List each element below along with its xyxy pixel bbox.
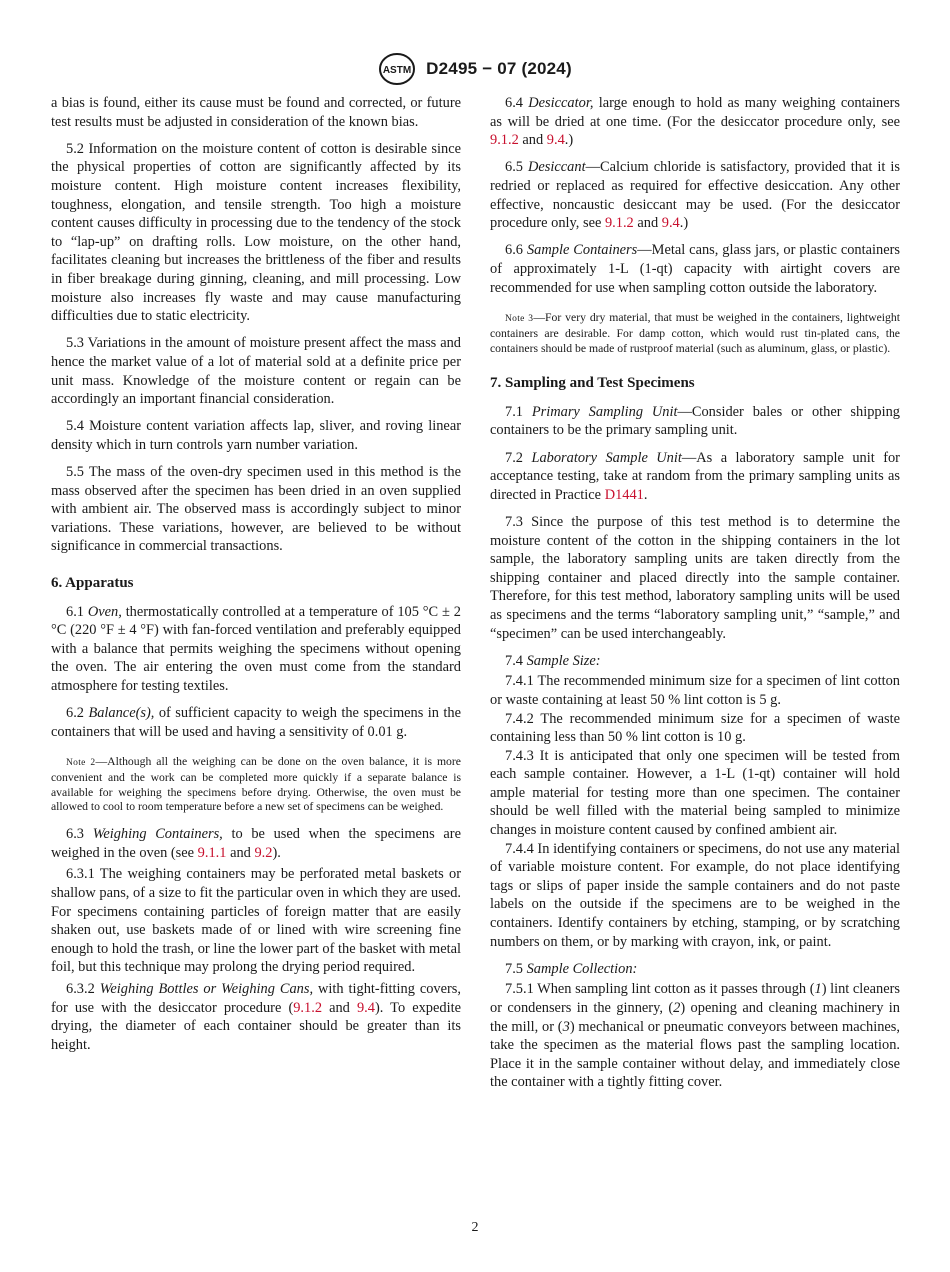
section-heading-apparatus: 6. Apparatus xyxy=(51,575,134,592)
ref-d1441-link[interactable]: D1441 xyxy=(604,486,644,503)
ref-9-1-1-link[interactable]: 9.1.1 xyxy=(197,844,227,861)
right-column xyxy=(490,94,900,1092)
paragraph-5-2: 5.2 Information on the moisture content of cotton is desirable since the physical properties of cotton are significantly affected by its moisture content. High moisture content increases flexibility, toughness, elongation, and tensile strength. Too high a moisture content causes difficulty in processing due to the tendency of the stock to “lap-up” on drafting rolls. Low moisture, on the other hand, facilitates cleaning but increases the brittleness of the fiber and results in fiber breakage during ginning, cleaning, and mill processing. Low moisture also increases fly waste and may cause manufacturing difficulties due to static electricity. xyxy=(51,140,461,325)
paragraph-7-4-3: 7.4.3 It is anticipated that only one specimen will be tested from each sample container. However, a 1-L (1-qt) container will hold ample material for testing more than one specimen. The container should be well filled with the material being sampled to minimize changes in moisture content caused by confined ambient air. xyxy=(490,747,900,839)
paragraph-continuation: a bias is found, either its cause must be found and corrected, or future test results must be adjusted in consideration of the known bias. xyxy=(51,95,461,130)
paragraph-6-3: 6.3 Weighing Containers, to be used when the specimens are weighed in the oven (see 9.1.1 and 9.2). xyxy=(51,826,461,861)
paragraph-7-4-4: 7.4.4 In identifying containers or specimens, do not use any material of variable moisture content. For example, do not place identifying tags or slips of paper inside the sample containers and do not paste labels on the outside if the specimens are to be weighed in the containers. Identify containers by etching, stamping, or by scratching numbers on them, or by marking with crayon, ink, or paint. xyxy=(490,840,900,950)
page-number: 2 xyxy=(471,1220,479,1235)
paragraph-7-1: 7.1 Primary Sampling Unit—Consider bales or other shipping containers to be the primary sampling unit. xyxy=(490,403,900,439)
ref-9-1-2-link[interactable]: 9.1.2 xyxy=(293,999,323,1016)
paragraph-6-6: 6.6 Sample Containers—Metal cans, glass jars, or plastic containers of approximately 1-L (1-qt) capacity with airtight covers are recommended for use when sampling cotton outside the laboratory. xyxy=(490,242,900,296)
page-header xyxy=(0,52,950,86)
paragraph-5-3: 5.3 Variations in the amount of moisture present affect the mass and hence the market value of a lot of material sold at a definite price per unit mass. Knowledge of the moisture content or regain can be accordingly an important financial consideration. xyxy=(51,335,461,408)
ref-9-4-link[interactable]: 9.4 xyxy=(661,215,680,232)
section-heading-sampling: 7. Sampling and Test Specimens xyxy=(490,375,695,392)
paragraph-7-4-1: 7.4.1 The recommended minimum size for a specimen of lint cotton or waste containing at least 50 % lint cotton is 5 g. xyxy=(490,673,900,708)
note-2: Note 2—Although all the weighing can be done on the oven balance, it is more convenient and the work can be completed more quickly if a separate balance is available for weighing the specimens before drying. Otherwise, the oven must be allowed to cool to room temperature before a new set of specimens can be weighed. xyxy=(51,755,461,814)
ref-9-4-link[interactable]: 9.4 xyxy=(546,132,565,149)
paragraph-7-4-2: 7.4.2 The recommended minimum size for a specimen of waste containing less than 50 % lint cotton is 10 g. xyxy=(490,710,900,746)
ref-9-1-2-link[interactable]: 9.1.2 xyxy=(604,215,634,232)
ref-9-4-link[interactable]: 9.4 xyxy=(356,999,375,1016)
astm-logo-icon xyxy=(378,52,416,86)
paragraph-6-3-2: 6.3.2 Weighing Bottles or Weighing Cans, with tight-fitting covers, for use with the desiccator procedure (9.1.2 and 9.4). To expedite drying, the diameter of each container should be greater than its height. xyxy=(51,980,461,1053)
paragraph-6-3-1: 6.3.1 The weighing containers may be perforated metal baskets or shallow pans, of a size to fit the particular oven in which they are used. For specimens containing particles of foreign matter that are easily shaken out, use baskets made of or lined with wire screening fine enough to hold the trash, or line the lower part of the basket with metal foil, but this technique may prolong the drying period required. xyxy=(51,866,461,976)
paragraph-6-2: 6.2 Balance(s), of sufficient capacity to weigh the specimens in the containers that will be used and having a sensitivity of 0.01 g. xyxy=(51,705,461,740)
ref-9-1-2-link[interactable]: 9.1.2 xyxy=(490,132,519,149)
left-column xyxy=(51,94,461,1054)
paragraph-5-5: 5.5 The mass of the oven-dry specimen used in this method is the mass observed after the specimen has been dried in an oven supplied with ambient air. The observed mass is accordingly subject to minor variations. These variations, however, are believed to be without significance in commercial transactions. xyxy=(51,464,461,555)
paragraph-7-4: 7.4 Sample Size: xyxy=(505,652,601,669)
paragraph-7-2: 7.2 Laboratory Sample Unit—As a laboratory sample unit for acceptance testing, take at random from the primary sampling units as directed in Practice D1441. xyxy=(490,449,900,503)
ref-9-2-link[interactable]: 9.2 xyxy=(254,844,273,861)
document-designation: D2495 − 07 (2024) xyxy=(426,59,572,78)
paragraph-7-5: 7.5 Sample Collection: xyxy=(505,960,638,977)
svg-text:ASTM: ASTM xyxy=(383,65,412,76)
paragraph-6-5: 6.5 Desiccant—Calcium chloride is satisfactory, provided that it is redried or replaced as required for effective desiccation. Any other effective, noncaustic desiccant may be used. (For the desiccator procedure only, see 9.1.2 and 9.4.) xyxy=(490,159,900,232)
paragraph-7-5-1: 7.5.1 When sampling lint cotton as it passes through (1) lint cleaners or condensers in the ginnery, (2) opening and cleaning machinery in the mill, or (3) mechanical or pneumatic conveyors between machines, take the specimen as the material flows past the sampling location. Place it in the sample container without delay, and immediately close the container with a tightly fitting cover. xyxy=(490,981,901,1091)
note-3: Note 3—For very dry material, that must be weighed in the containers, lightweight containers are desirable. For damp cotton, which would rust tin-plated cans, the containers should be made of rustproof material (such as aluminum, glass, or plastic). xyxy=(490,311,900,355)
paragraph-5-4: 5.4 Moisture content variation affects lap, sliver, and roving linear density which in turn controls yarn number variation. xyxy=(51,418,461,453)
paragraph-7-3: 7.3 Since the purpose of this test method is to determine the moisture content of the cotton in the shipping containers in the lot sample, the laboratory sampling units are taken directly from the shipping container and placed directly into the sample container. Therefore, for this test method, laboratory sampling units will be used as specimens and the terms “laboratory sampling unit,” “sample,” and “specimen” can be used interchangeably. xyxy=(490,513,900,642)
paragraph-6-4: 6.4 Desiccator, large enough to hold as many weighing containers as will be dried at one time. (For the desiccator procedure only, see 9.1.2 and 9.4.) xyxy=(490,95,900,149)
paragraph-6-1: 6.1 Oven, thermostatically controlled at a temperature of 105 °C ± 2 °C (220 °F ± 4 °F) with fan-forced ventilation and preferably equipped with a balance that permits weighing the specimens without opening the oven. The air entering the oven must come from the standard atmosphere for testing textiles. xyxy=(51,603,461,694)
